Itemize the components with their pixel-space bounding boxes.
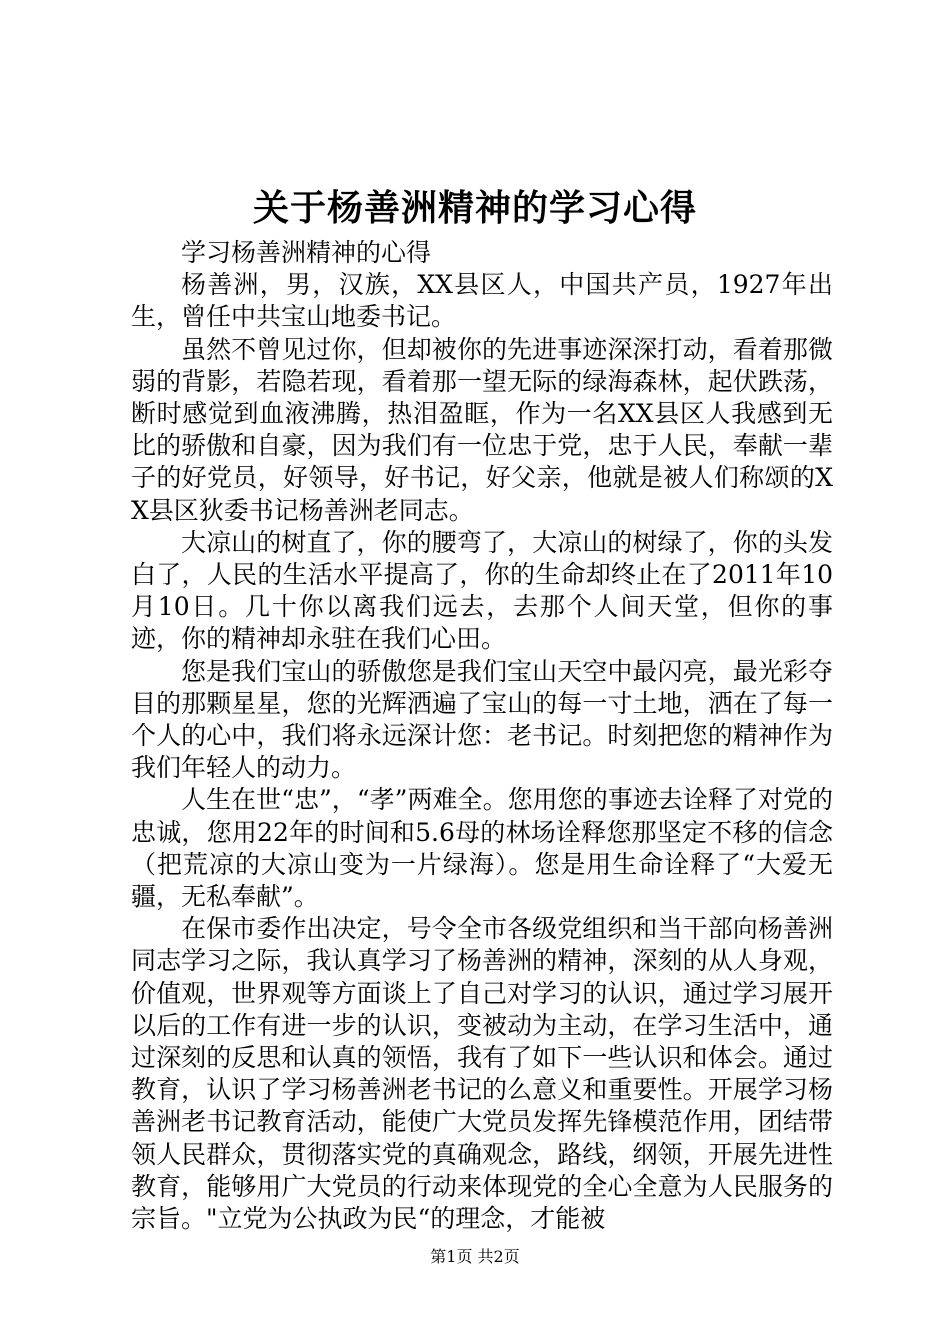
document-title: 关于杨善洲精神的学习心得 — [252, 187, 697, 229]
paragraph-subtitle: 学习杨善洲精神的心得 — [181, 238, 432, 267]
paragraph-loyalty: 人生在世“忠”，“孝”两难全。您用您的事迹去诠释了对党的忠诚，您用22年的时间和5.6母的林场诠释您那坚定不移的信念（把荒凉的大凉山变为一片绿海）。您是用生命诠释了“大爱无疆，无私奉献”。 — [131, 785, 833, 912]
paragraph-study: 在保市委作出决定，号令全市各级党组织和当干部向杨善洲同志学习之际，我认真学习了杨善洲的精神，深刻的从人身观，价值观，世界观等方面谈上了自己对学习的认识，通过学习展开以后的工作有进一步的认识，变被动为主动，在学习生活中，通过深刻的反思和认真的领悟，我有了如下一些认识和体会。通过教育，认识了学习杨善洲老书记的么意义和重要性。开展学习杨善洲老书记教育活动，能使广大党员发挥先锋模范作用，团结带领人民群众，贯彻落实党的真确观念，路线，纲领，开展先进性教育，能够用广大党员的行动来体现党的全心全意为人民服务的宗旨。"立党为公执政为民“的理念，才能被 — [131, 914, 833, 1234]
document-body — [131, 237, 833, 1235]
paragraph-intro: 杨善洲，男，汉族，XX县区人，中国共产员，1927年出生，曾任中共宝山地委书记。 — [131, 270, 833, 332]
paragraph-mountain: 大凉山的树直了，你的腰弯了，大凉山的树绿了，你的头发白了，人民的生活水平提高了，你的生命却终止在了2011年10月10日。几十你以离我们远去，去那个人间天堂，但你的事迹，你的精神却永驻在我们心田。 — [131, 527, 833, 654]
page-footer: 第1页 共2页 — [430, 1247, 520, 1266]
paragraph-impression: 虽然不曾见过你，但却被你的先进事迹深深打动，看着那微弱的背影，若隐若现，看着那一望无际的绿海森林，起伏跌荡，断时感觉到血液沸腾，热泪盈眶，作为一名XX县区人我感到无比的骄傲和自豪，因为我们有一位忠于党，忠于人民，奉献一辈子的好党员，好领导，好书记，好父亲，他就是被人们称颂的XX县区狄委书记杨善洲老同志。 — [131, 334, 833, 525]
paragraph-pride: 您是我们宝山的骄傲您是我们宝山天空中最闪亮，最光彩夺目的那颗星星，您的光辉洒遍了宝山的每一寸土地，洒在了每一个人的心中，我们将永远深计您：老书记。时刻把您的精神作为我们年轻人的动力。 — [131, 656, 833, 783]
